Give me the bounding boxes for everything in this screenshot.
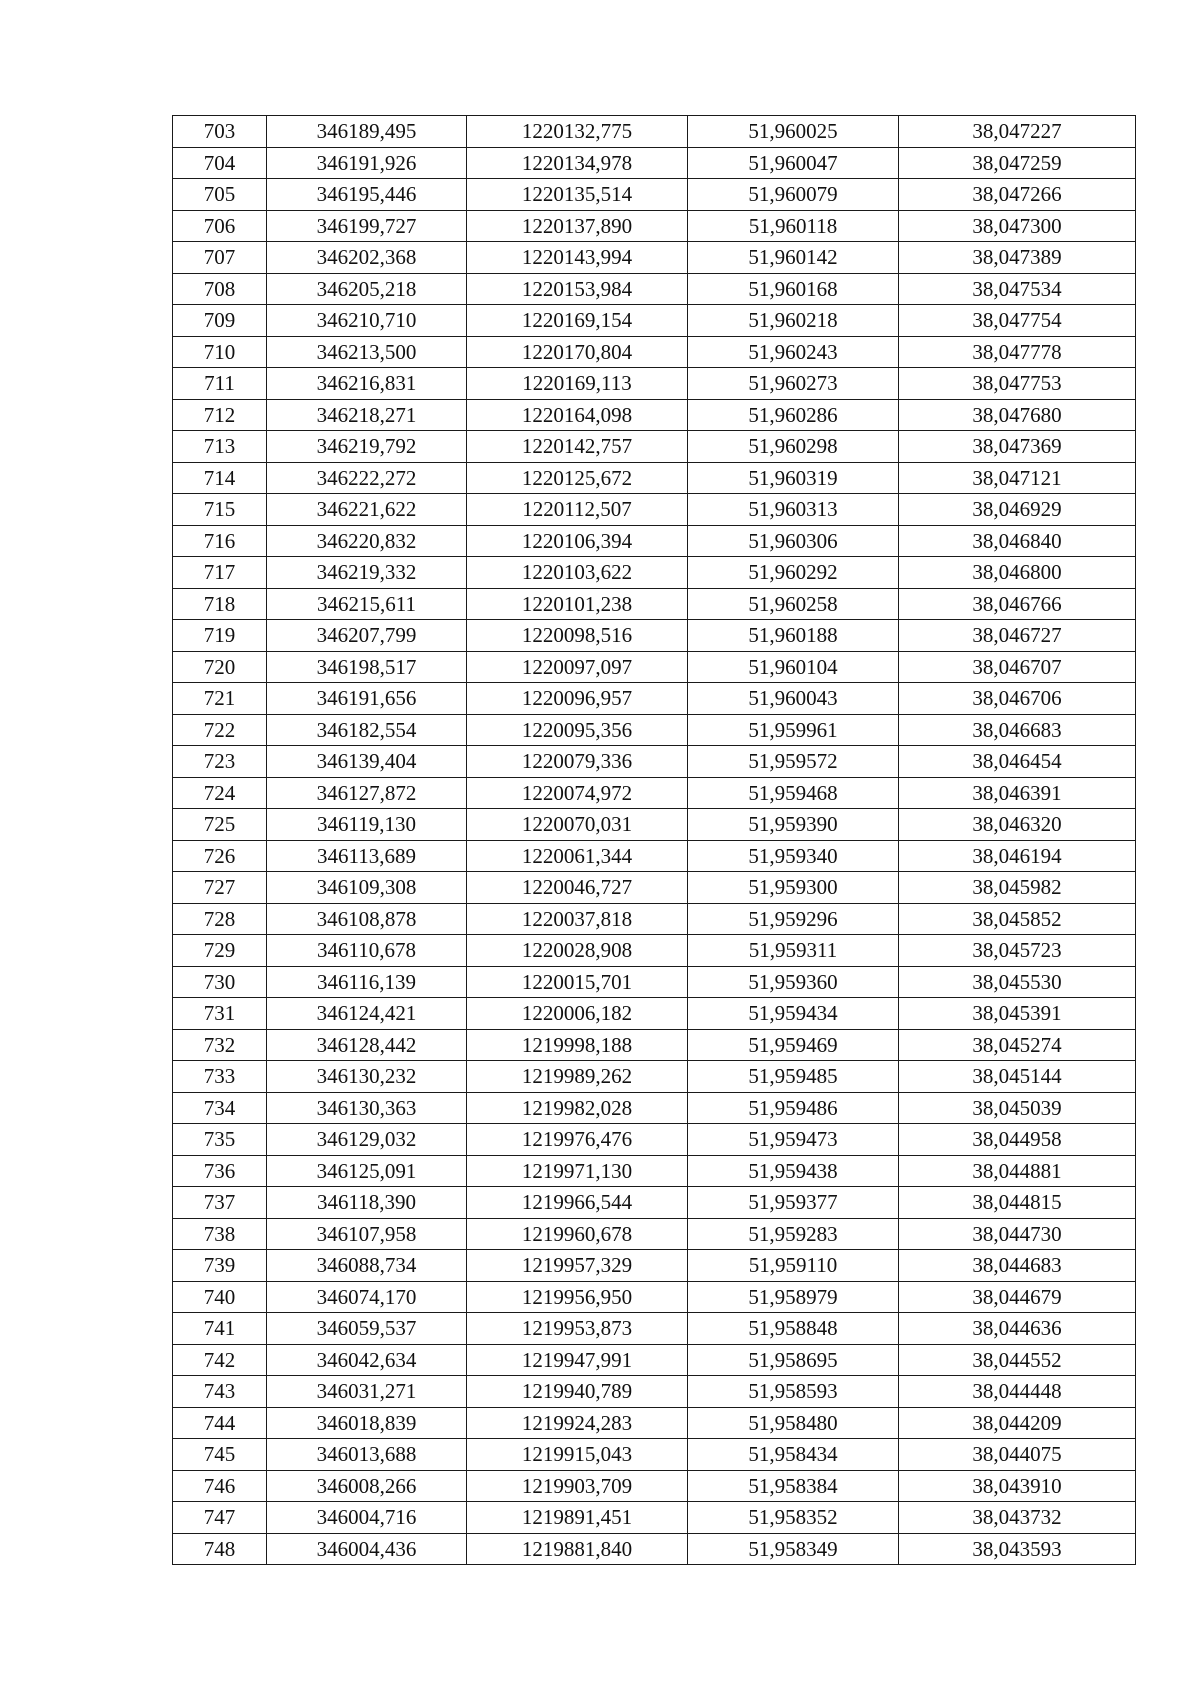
x-coordinate-cell: 346218,271 <box>267 399 467 431</box>
point-number-cell: 740 <box>173 1281 267 1313</box>
x-coordinate-cell: 346199,727 <box>267 210 467 242</box>
x-coordinate-cell: 346205,218 <box>267 273 467 305</box>
longitude-cell: 38,047753 <box>899 368 1136 400</box>
longitude-cell: 38,043593 <box>899 1533 1136 1565</box>
longitude-cell: 38,045530 <box>899 966 1136 998</box>
table-row <box>173 935 1136 967</box>
x-coordinate-cell: 346042,634 <box>267 1344 467 1376</box>
longitude-cell: 38,045982 <box>899 872 1136 904</box>
table-row <box>173 903 1136 935</box>
y-coordinate-cell: 1219891,451 <box>467 1502 688 1534</box>
latitude-cell: 51,960286 <box>688 399 899 431</box>
y-coordinate-cell: 1220170,804 <box>467 336 688 368</box>
longitude-cell: 38,045274 <box>899 1029 1136 1061</box>
x-coordinate-cell: 346031,271 <box>267 1376 467 1408</box>
longitude-cell: 38,047300 <box>899 210 1136 242</box>
point-number-cell: 744 <box>173 1407 267 1439</box>
y-coordinate-cell: 1220079,336 <box>467 746 688 778</box>
longitude-cell: 38,045723 <box>899 935 1136 967</box>
x-coordinate-cell: 346130,363 <box>267 1092 467 1124</box>
table-row <box>173 777 1136 809</box>
latitude-cell: 51,959572 <box>688 746 899 778</box>
table-row <box>173 116 1136 148</box>
x-coordinate-cell: 346109,308 <box>267 872 467 904</box>
x-coordinate-cell: 346113,689 <box>267 840 467 872</box>
latitude-cell: 51,958979 <box>688 1281 899 1313</box>
table-row <box>173 1439 1136 1471</box>
longitude-cell: 38,047534 <box>899 273 1136 305</box>
latitude-cell: 51,959340 <box>688 840 899 872</box>
x-coordinate-cell: 346210,710 <box>267 305 467 337</box>
point-number-cell: 711 <box>173 368 267 400</box>
longitude-cell: 38,045852 <box>899 903 1136 935</box>
y-coordinate-cell: 1219947,991 <box>467 1344 688 1376</box>
point-number-cell: 742 <box>173 1344 267 1376</box>
longitude-cell: 38,046454 <box>899 746 1136 778</box>
x-coordinate-cell: 346130,232 <box>267 1061 467 1093</box>
point-number-cell: 734 <box>173 1092 267 1124</box>
x-coordinate-cell: 346195,446 <box>267 179 467 211</box>
x-coordinate-cell: 346004,716 <box>267 1502 467 1534</box>
x-coordinate-cell: 346008,266 <box>267 1470 467 1502</box>
point-number-cell: 732 <box>173 1029 267 1061</box>
y-coordinate-cell: 1220132,775 <box>467 116 688 148</box>
longitude-cell: 38,047754 <box>899 305 1136 337</box>
point-number-cell: 745 <box>173 1439 267 1471</box>
x-coordinate-cell: 346182,554 <box>267 714 467 746</box>
table-row <box>173 336 1136 368</box>
x-coordinate-cell: 346013,688 <box>267 1439 467 1471</box>
y-coordinate-cell: 1220125,672 <box>467 462 688 494</box>
y-coordinate-cell: 1220046,727 <box>467 872 688 904</box>
latitude-cell: 51,958593 <box>688 1376 899 1408</box>
x-coordinate-cell: 346116,139 <box>267 966 467 998</box>
longitude-cell: 38,047778 <box>899 336 1136 368</box>
table-row <box>173 1281 1136 1313</box>
point-number-cell: 714 <box>173 462 267 494</box>
point-number-cell: 718 <box>173 588 267 620</box>
table-row <box>173 1376 1136 1408</box>
longitude-cell: 38,047266 <box>899 179 1136 211</box>
longitude-cell: 38,044636 <box>899 1313 1136 1345</box>
longitude-cell: 38,044683 <box>899 1250 1136 1282</box>
point-number-cell: 706 <box>173 210 267 242</box>
point-number-cell: 719 <box>173 620 267 652</box>
latitude-cell: 51,960142 <box>688 242 899 274</box>
latitude-cell: 51,958434 <box>688 1439 899 1471</box>
x-coordinate-cell: 346139,404 <box>267 746 467 778</box>
point-number-cell: 724 <box>173 777 267 809</box>
y-coordinate-cell: 1220028,908 <box>467 935 688 967</box>
latitude-cell: 51,959283 <box>688 1218 899 1250</box>
latitude-cell: 51,960243 <box>688 336 899 368</box>
longitude-cell: 38,044679 <box>899 1281 1136 1313</box>
y-coordinate-cell: 1219982,028 <box>467 1092 688 1124</box>
point-number-cell: 727 <box>173 872 267 904</box>
y-coordinate-cell: 1219915,043 <box>467 1439 688 1471</box>
longitude-cell: 38,045391 <box>899 998 1136 1030</box>
latitude-cell: 51,959300 <box>688 872 899 904</box>
x-coordinate-cell: 346124,421 <box>267 998 467 1030</box>
x-coordinate-cell: 346191,926 <box>267 147 467 179</box>
table-row <box>173 1470 1136 1502</box>
point-number-cell: 703 <box>173 116 267 148</box>
y-coordinate-cell: 1219957,329 <box>467 1250 688 1282</box>
x-coordinate-cell: 346127,872 <box>267 777 467 809</box>
latitude-cell: 51,960047 <box>688 147 899 179</box>
y-coordinate-cell: 1219971,130 <box>467 1155 688 1187</box>
longitude-cell: 38,046194 <box>899 840 1136 872</box>
point-number-cell: 716 <box>173 525 267 557</box>
point-number-cell: 748 <box>173 1533 267 1565</box>
latitude-cell: 51,960273 <box>688 368 899 400</box>
y-coordinate-cell: 1220096,957 <box>467 683 688 715</box>
longitude-cell: 38,046727 <box>899 620 1136 652</box>
table-row <box>173 1407 1136 1439</box>
longitude-cell: 38,046840 <box>899 525 1136 557</box>
table-row <box>173 305 1136 337</box>
latitude-cell: 51,959360 <box>688 966 899 998</box>
x-coordinate-cell: 346215,611 <box>267 588 467 620</box>
latitude-cell: 51,958349 <box>688 1533 899 1565</box>
y-coordinate-cell: 1219976,476 <box>467 1124 688 1156</box>
longitude-cell: 38,044552 <box>899 1344 1136 1376</box>
point-number-cell: 715 <box>173 494 267 526</box>
point-number-cell: 710 <box>173 336 267 368</box>
point-number-cell: 746 <box>173 1470 267 1502</box>
longitude-cell: 38,043732 <box>899 1502 1136 1534</box>
table-row <box>173 651 1136 683</box>
x-coordinate-cell: 346219,792 <box>267 431 467 463</box>
latitude-cell: 51,959434 <box>688 998 899 1030</box>
table-row <box>173 242 1136 274</box>
point-number-cell: 720 <box>173 651 267 683</box>
longitude-cell: 38,046683 <box>899 714 1136 746</box>
point-number-cell: 705 <box>173 179 267 211</box>
latitude-cell: 51,960319 <box>688 462 899 494</box>
x-coordinate-cell: 346213,500 <box>267 336 467 368</box>
x-coordinate-cell: 346004,436 <box>267 1533 467 1565</box>
table-row <box>173 1029 1136 1061</box>
y-coordinate-cell: 1220106,394 <box>467 525 688 557</box>
y-coordinate-cell: 1220015,701 <box>467 966 688 998</box>
table-row <box>173 1092 1136 1124</box>
x-coordinate-cell: 346108,878 <box>267 903 467 935</box>
latitude-cell: 51,958384 <box>688 1470 899 1502</box>
latitude-cell: 51,960025 <box>688 116 899 148</box>
table-row <box>173 588 1136 620</box>
table-row <box>173 840 1136 872</box>
y-coordinate-cell: 1220070,031 <box>467 809 688 841</box>
longitude-cell: 38,044448 <box>899 1376 1136 1408</box>
latitude-cell: 51,960258 <box>688 588 899 620</box>
point-number-cell: 717 <box>173 557 267 589</box>
table-row <box>173 714 1136 746</box>
y-coordinate-cell: 1220153,984 <box>467 273 688 305</box>
table-row <box>173 746 1136 778</box>
longitude-cell: 38,046800 <box>899 557 1136 589</box>
table-row <box>173 1061 1136 1093</box>
table-row <box>173 147 1136 179</box>
x-coordinate-cell: 346074,170 <box>267 1281 467 1313</box>
x-coordinate-cell: 346216,831 <box>267 368 467 400</box>
table-row <box>173 809 1136 841</box>
x-coordinate-cell: 346018,839 <box>267 1407 467 1439</box>
y-coordinate-cell: 1219903,709 <box>467 1470 688 1502</box>
latitude-cell: 51,960168 <box>688 273 899 305</box>
latitude-cell: 51,959311 <box>688 935 899 967</box>
latitude-cell: 51,958695 <box>688 1344 899 1376</box>
longitude-cell: 38,047121 <box>899 462 1136 494</box>
y-coordinate-cell: 1220097,097 <box>467 651 688 683</box>
point-number-cell: 722 <box>173 714 267 746</box>
table-row <box>173 1533 1136 1565</box>
x-coordinate-cell: 346125,091 <box>267 1155 467 1187</box>
longitude-cell: 38,046320 <box>899 809 1136 841</box>
table-row <box>173 1155 1136 1187</box>
y-coordinate-cell: 1219960,678 <box>467 1218 688 1250</box>
y-coordinate-cell: 1220037,818 <box>467 903 688 935</box>
y-coordinate-cell: 1219924,283 <box>467 1407 688 1439</box>
point-number-cell: 738 <box>173 1218 267 1250</box>
latitude-cell: 51,959469 <box>688 1029 899 1061</box>
latitude-cell: 51,959296 <box>688 903 899 935</box>
table-row <box>173 399 1136 431</box>
y-coordinate-cell: 1219953,873 <box>467 1313 688 1345</box>
table-row <box>173 1250 1136 1282</box>
point-number-cell: 736 <box>173 1155 267 1187</box>
y-coordinate-cell: 1219881,840 <box>467 1533 688 1565</box>
table-row <box>173 1124 1136 1156</box>
table-row <box>173 525 1136 557</box>
latitude-cell: 51,958480 <box>688 1407 899 1439</box>
latitude-cell: 51,960298 <box>688 431 899 463</box>
y-coordinate-cell: 1220098,516 <box>467 620 688 652</box>
y-coordinate-cell: 1220074,972 <box>467 777 688 809</box>
latitude-cell: 51,959473 <box>688 1124 899 1156</box>
point-number-cell: 721 <box>173 683 267 715</box>
x-coordinate-cell: 346207,799 <box>267 620 467 652</box>
y-coordinate-cell: 1219956,950 <box>467 1281 688 1313</box>
longitude-cell: 38,044209 <box>899 1407 1136 1439</box>
table-row <box>173 620 1136 652</box>
longitude-cell: 38,043910 <box>899 1470 1136 1502</box>
point-number-cell: 729 <box>173 935 267 967</box>
longitude-cell: 38,045144 <box>899 1061 1136 1093</box>
latitude-cell: 51,959485 <box>688 1061 899 1093</box>
y-coordinate-cell: 1220169,113 <box>467 368 688 400</box>
table-row <box>173 966 1136 998</box>
x-coordinate-cell: 346129,032 <box>267 1124 467 1156</box>
point-number-cell: 726 <box>173 840 267 872</box>
longitude-cell: 38,046706 <box>899 683 1136 715</box>
point-number-cell: 731 <box>173 998 267 1030</box>
longitude-cell: 38,044958 <box>899 1124 1136 1156</box>
coordinates-table <box>172 115 1136 1565</box>
point-number-cell: 741 <box>173 1313 267 1345</box>
table-row <box>173 1187 1136 1219</box>
y-coordinate-cell: 1220112,507 <box>467 494 688 526</box>
point-number-cell: 743 <box>173 1376 267 1408</box>
y-coordinate-cell: 1219940,789 <box>467 1376 688 1408</box>
table-row <box>173 273 1136 305</box>
table-row <box>173 557 1136 589</box>
latitude-cell: 51,959377 <box>688 1187 899 1219</box>
table-row <box>173 872 1136 904</box>
y-coordinate-cell: 1220137,890 <box>467 210 688 242</box>
x-coordinate-cell: 346107,958 <box>267 1218 467 1250</box>
point-number-cell: 709 <box>173 305 267 337</box>
point-number-cell: 730 <box>173 966 267 998</box>
latitude-cell: 51,959961 <box>688 714 899 746</box>
table-row <box>173 1502 1136 1534</box>
latitude-cell: 51,960118 <box>688 210 899 242</box>
x-coordinate-cell: 346219,332 <box>267 557 467 589</box>
y-coordinate-cell: 1220169,154 <box>467 305 688 337</box>
latitude-cell: 51,959486 <box>688 1092 899 1124</box>
table-row <box>173 998 1136 1030</box>
latitude-cell: 51,960292 <box>688 557 899 589</box>
table-row <box>173 462 1136 494</box>
x-coordinate-cell: 346220,832 <box>267 525 467 557</box>
table-row <box>173 1218 1136 1250</box>
x-coordinate-cell: 346221,622 <box>267 494 467 526</box>
longitude-cell: 38,047369 <box>899 431 1136 463</box>
table-row <box>173 179 1136 211</box>
y-coordinate-cell: 1220101,238 <box>467 588 688 620</box>
y-coordinate-cell: 1220134,978 <box>467 147 688 179</box>
longitude-cell: 38,047680 <box>899 399 1136 431</box>
y-coordinate-cell: 1220135,514 <box>467 179 688 211</box>
x-coordinate-cell: 346128,442 <box>267 1029 467 1061</box>
longitude-cell: 38,044815 <box>899 1187 1136 1219</box>
latitude-cell: 51,958848 <box>688 1313 899 1345</box>
table-row <box>173 1313 1136 1345</box>
longitude-cell: 38,044075 <box>899 1439 1136 1471</box>
longitude-cell: 38,047389 <box>899 242 1136 274</box>
x-coordinate-cell: 346059,537 <box>267 1313 467 1345</box>
y-coordinate-cell: 1220006,182 <box>467 998 688 1030</box>
point-number-cell: 707 <box>173 242 267 274</box>
point-number-cell: 739 <box>173 1250 267 1282</box>
point-number-cell: 713 <box>173 431 267 463</box>
x-coordinate-cell: 346119,130 <box>267 809 467 841</box>
latitude-cell: 51,960306 <box>688 525 899 557</box>
longitude-cell: 38,047259 <box>899 147 1136 179</box>
point-number-cell: 704 <box>173 147 267 179</box>
x-coordinate-cell: 346110,678 <box>267 935 467 967</box>
latitude-cell: 51,960043 <box>688 683 899 715</box>
y-coordinate-cell: 1219966,544 <box>467 1187 688 1219</box>
x-coordinate-cell: 346202,368 <box>267 242 467 274</box>
y-coordinate-cell: 1220164,098 <box>467 399 688 431</box>
table-row <box>173 368 1136 400</box>
latitude-cell: 51,960104 <box>688 651 899 683</box>
longitude-cell: 38,047227 <box>899 116 1136 148</box>
latitude-cell: 51,959468 <box>688 777 899 809</box>
point-number-cell: 712 <box>173 399 267 431</box>
latitude-cell: 51,960079 <box>688 179 899 211</box>
point-number-cell: 708 <box>173 273 267 305</box>
y-coordinate-cell: 1220095,356 <box>467 714 688 746</box>
y-coordinate-cell: 1220061,344 <box>467 840 688 872</box>
table-row <box>173 210 1136 242</box>
longitude-cell: 38,044881 <box>899 1155 1136 1187</box>
longitude-cell: 38,046391 <box>899 777 1136 809</box>
x-coordinate-cell: 346088,734 <box>267 1250 467 1282</box>
longitude-cell: 38,046929 <box>899 494 1136 526</box>
latitude-cell: 51,959110 <box>688 1250 899 1282</box>
table-row <box>173 494 1136 526</box>
latitude-cell: 51,960313 <box>688 494 899 526</box>
longitude-cell: 38,045039 <box>899 1092 1136 1124</box>
longitude-cell: 38,046766 <box>899 588 1136 620</box>
y-coordinate-cell: 1219989,262 <box>467 1061 688 1093</box>
y-coordinate-cell: 1219998,188 <box>467 1029 688 1061</box>
latitude-cell: 51,959390 <box>688 809 899 841</box>
y-coordinate-cell: 1220142,757 <box>467 431 688 463</box>
x-coordinate-cell: 346191,656 <box>267 683 467 715</box>
point-number-cell: 735 <box>173 1124 267 1156</box>
point-number-cell: 728 <box>173 903 267 935</box>
latitude-cell: 51,960188 <box>688 620 899 652</box>
point-number-cell: 723 <box>173 746 267 778</box>
x-coordinate-cell: 346118,390 <box>267 1187 467 1219</box>
point-number-cell: 733 <box>173 1061 267 1093</box>
table-row <box>173 683 1136 715</box>
x-coordinate-cell: 346198,517 <box>267 651 467 683</box>
latitude-cell: 51,960218 <box>688 305 899 337</box>
x-coordinate-cell: 346189,495 <box>267 116 467 148</box>
y-coordinate-cell: 1220143,994 <box>467 242 688 274</box>
table-row <box>173 1344 1136 1376</box>
x-coordinate-cell: 346222,272 <box>267 462 467 494</box>
point-number-cell: 737 <box>173 1187 267 1219</box>
point-number-cell: 725 <box>173 809 267 841</box>
latitude-cell: 51,958352 <box>688 1502 899 1534</box>
point-number-cell: 747 <box>173 1502 267 1534</box>
y-coordinate-cell: 1220103,622 <box>467 557 688 589</box>
latitude-cell: 51,959438 <box>688 1155 899 1187</box>
coordinates-table-body <box>173 116 1136 1565</box>
table-row <box>173 431 1136 463</box>
longitude-cell: 38,044730 <box>899 1218 1136 1250</box>
longitude-cell: 38,046707 <box>899 651 1136 683</box>
